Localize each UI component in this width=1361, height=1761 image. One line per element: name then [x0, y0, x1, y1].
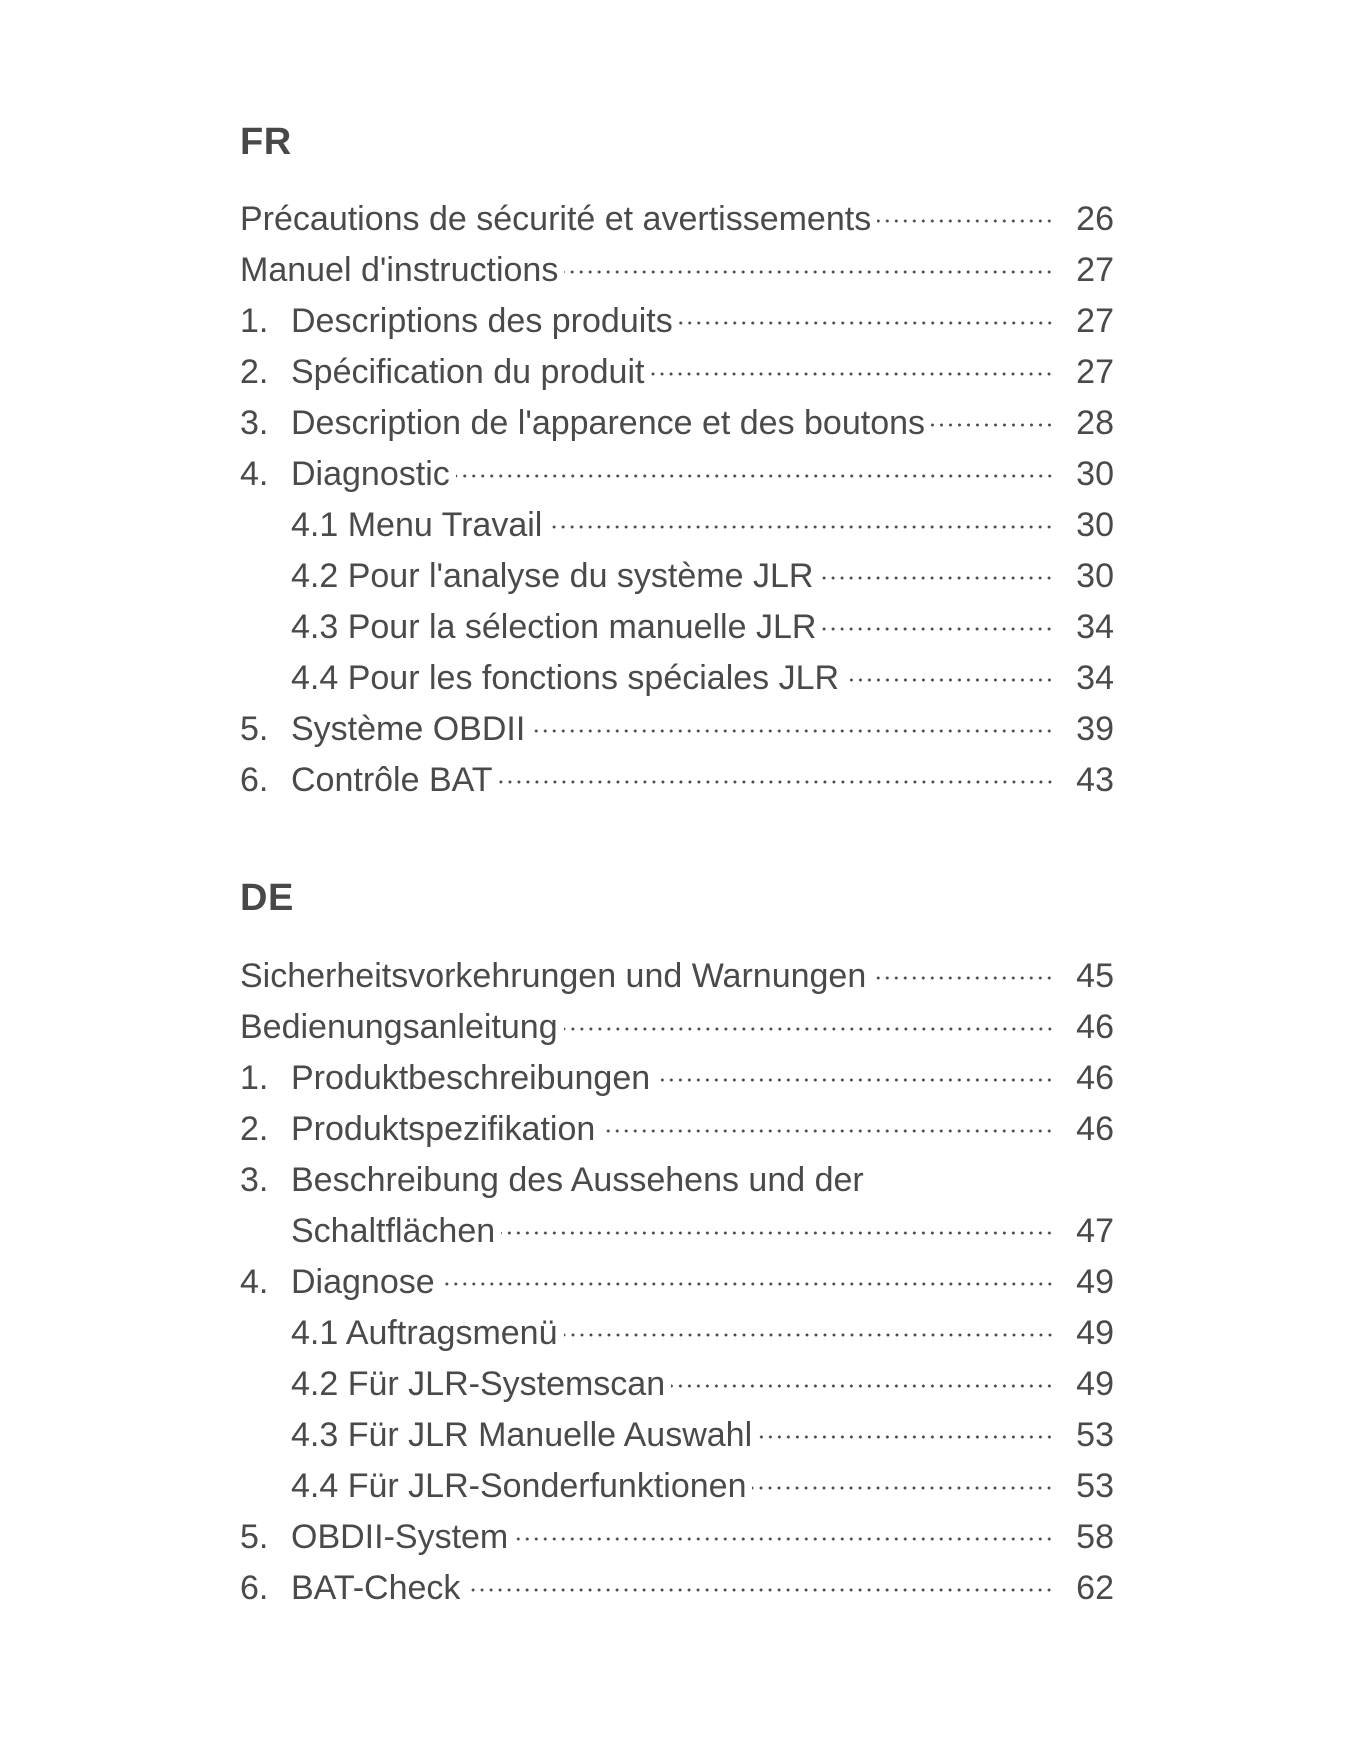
toc-entry-page-number: 28 — [1076, 403, 1114, 442]
toc-entry — [240, 346, 1114, 397]
toc-entry-title: Schaltflächen — [291, 1211, 496, 1250]
dot-leader — [564, 1027, 1054, 1031]
toc-entry-title: 4.1 Auftragsmenü — [291, 1313, 558, 1352]
dot-leader — [564, 1333, 1054, 1337]
toc-entry-page-number: 30 — [1076, 505, 1114, 544]
toc-entry-number: 3. — [240, 1160, 269, 1199]
dot-leader — [752, 1486, 1054, 1490]
toc-entry — [240, 950, 1114, 1001]
toc-entry — [240, 1103, 1114, 1154]
toc-entry — [240, 397, 1114, 448]
toc-entry — [240, 295, 1114, 346]
toc-entry-page-number: 46 — [1076, 1007, 1114, 1046]
dot-leader — [601, 1129, 1054, 1133]
toc-entry — [240, 1052, 1114, 1103]
dot-leader — [819, 576, 1054, 580]
toc-entry-number: 2. — [240, 1109, 269, 1148]
toc-entry — [240, 1460, 1114, 1511]
toc-entry-title: Produktspezifikation — [291, 1109, 596, 1148]
toc-entry — [240, 1358, 1114, 1409]
dot-leader — [845, 678, 1054, 682]
toc-entry-title: 4.2 Pour l'analyse du système JLR — [291, 556, 814, 595]
toc-entry — [240, 1256, 1114, 1307]
dot-leader — [679, 321, 1054, 325]
dot-leader — [671, 1384, 1054, 1388]
toc-entry-title: Manuel d'instructions — [240, 250, 559, 289]
toc-entry-title: 4.1 Menu Travail — [291, 505, 543, 544]
dot-leader — [758, 1435, 1054, 1439]
toc-entry — [240, 1562, 1114, 1613]
dot-leader — [531, 729, 1054, 733]
toc-entry-title: 4.3 Pour la sélection manuelle JLR — [291, 607, 817, 646]
toc-entry-page-number: 49 — [1076, 1364, 1114, 1403]
toc-entry — [240, 499, 1114, 550]
toc-entry — [240, 1511, 1114, 1562]
toc-entry-title: OBDII-System — [291, 1517, 509, 1556]
toc-entry-number: 2. — [240, 352, 269, 391]
section-title-fr: FR — [240, 121, 292, 163]
dot-leader — [564, 270, 1054, 274]
toc-entry-page-number: 27 — [1076, 352, 1114, 391]
toc-entry-page-number: 49 — [1076, 1262, 1114, 1301]
toc-entry-page-number: 62 — [1076, 1568, 1114, 1607]
dot-leader — [514, 1537, 1054, 1541]
toc-entry — [240, 754, 1114, 805]
toc-entry-number: 4. — [240, 454, 269, 493]
toc-entry-number: 5. — [240, 709, 269, 748]
toc-entry-number: 6. — [240, 760, 269, 799]
toc-entry-title: Produktbeschreibungen — [291, 1058, 651, 1097]
toc-entry-page-number: 46 — [1076, 1109, 1114, 1148]
toc-entry-title: Descriptions des produits — [291, 301, 673, 340]
dot-leader — [499, 780, 1054, 784]
toc-entry-number: 4. — [240, 1262, 269, 1301]
toc-entry-page-number: 46 — [1076, 1058, 1114, 1097]
dot-leader — [656, 1078, 1054, 1082]
toc-entry-page-number: 30 — [1076, 454, 1114, 493]
toc-entry-page-number: 53 — [1076, 1466, 1114, 1505]
toc-entry — [240, 1001, 1114, 1052]
dot-leader — [872, 976, 1054, 980]
toc-entry-number: 1. — [240, 1058, 269, 1097]
dot-leader — [931, 423, 1054, 427]
toc-entry-number: 6. — [240, 1568, 269, 1607]
toc-entry-title: BAT-Check — [291, 1568, 461, 1607]
toc-entry-page-number: 53 — [1076, 1415, 1114, 1454]
toc-entry — [240, 193, 1114, 244]
dot-leader — [548, 525, 1054, 529]
toc-entry-title: 4.4 Für JLR-Sonderfunktionen — [291, 1466, 747, 1505]
toc-entry-page-number: 27 — [1076, 250, 1114, 289]
toc-entry-title: Spécification du produit — [291, 352, 645, 391]
dot-leader — [466, 1588, 1054, 1592]
toc-entry — [240, 1307, 1114, 1358]
toc-entry-page-number: 26 — [1076, 199, 1114, 238]
toc-entry-page-number: 39 — [1076, 709, 1114, 748]
toc-entry — [240, 448, 1114, 499]
toc-entry-page-number: 34 — [1076, 607, 1114, 646]
toc-entry — [240, 652, 1114, 703]
toc-entry-page-number: 30 — [1076, 556, 1114, 595]
toc-entry-title: 4.3 Für JLR Manuelle Auswahl — [291, 1415, 753, 1454]
toc-entry — [240, 1154, 1114, 1205]
toc-list-fr — [240, 193, 1114, 805]
toc-entry-number: 5. — [240, 1517, 269, 1556]
toc-entry-title: Diagnose — [291, 1262, 435, 1301]
toc-list-de — [240, 950, 1114, 1613]
toc-entry-title: Sicherheitsvorkehrungen und Warnungen — [240, 956, 867, 995]
toc-entry-title: Contrôle BAT — [291, 760, 493, 799]
toc-entry-page-number: 49 — [1076, 1313, 1114, 1352]
dot-leader — [441, 1282, 1054, 1286]
toc-entry — [240, 601, 1114, 652]
toc-entry — [240, 1205, 1114, 1256]
toc-entry-title: Bedienungsanleitung — [240, 1007, 558, 1046]
toc-entry-title: Diagnostic — [291, 454, 450, 493]
toc-entry-page-number: 43 — [1076, 760, 1114, 799]
dot-leader — [877, 219, 1054, 223]
toc-entry-page-number: 27 — [1076, 301, 1114, 340]
toc-entry-page-number: 45 — [1076, 956, 1114, 995]
toc-entry — [240, 1409, 1114, 1460]
dot-leader — [501, 1231, 1054, 1235]
toc-entry-title: Précautions de sécurité et avertissements — [240, 199, 872, 238]
toc-entry-page-number: 34 — [1076, 658, 1114, 697]
toc-entry-title: 4.2 Für JLR-Systemscan — [291, 1364, 666, 1403]
toc-entry — [240, 550, 1114, 601]
toc-entry-title: Système OBDII — [291, 709, 526, 748]
toc-entry-title: 4.4 Pour les fonctions spéciales JLR — [291, 658, 840, 697]
toc-entry-page-number: 47 — [1076, 1211, 1114, 1250]
dot-leader — [822, 627, 1054, 631]
dot-leader — [650, 372, 1054, 376]
dot-leader — [456, 474, 1054, 478]
section-title-de: DE — [240, 877, 294, 919]
toc-entry-title: Description de l'apparence et des boutons — [291, 403, 926, 442]
toc-entry — [240, 703, 1114, 754]
toc-entry-number: 3. — [240, 403, 269, 442]
toc-entry — [240, 244, 1114, 295]
toc-entry-number: 1. — [240, 301, 269, 340]
toc-entry-title: Beschreibung des Aussehens und der — [291, 1160, 864, 1199]
toc-entry-page-number: 58 — [1076, 1517, 1114, 1556]
